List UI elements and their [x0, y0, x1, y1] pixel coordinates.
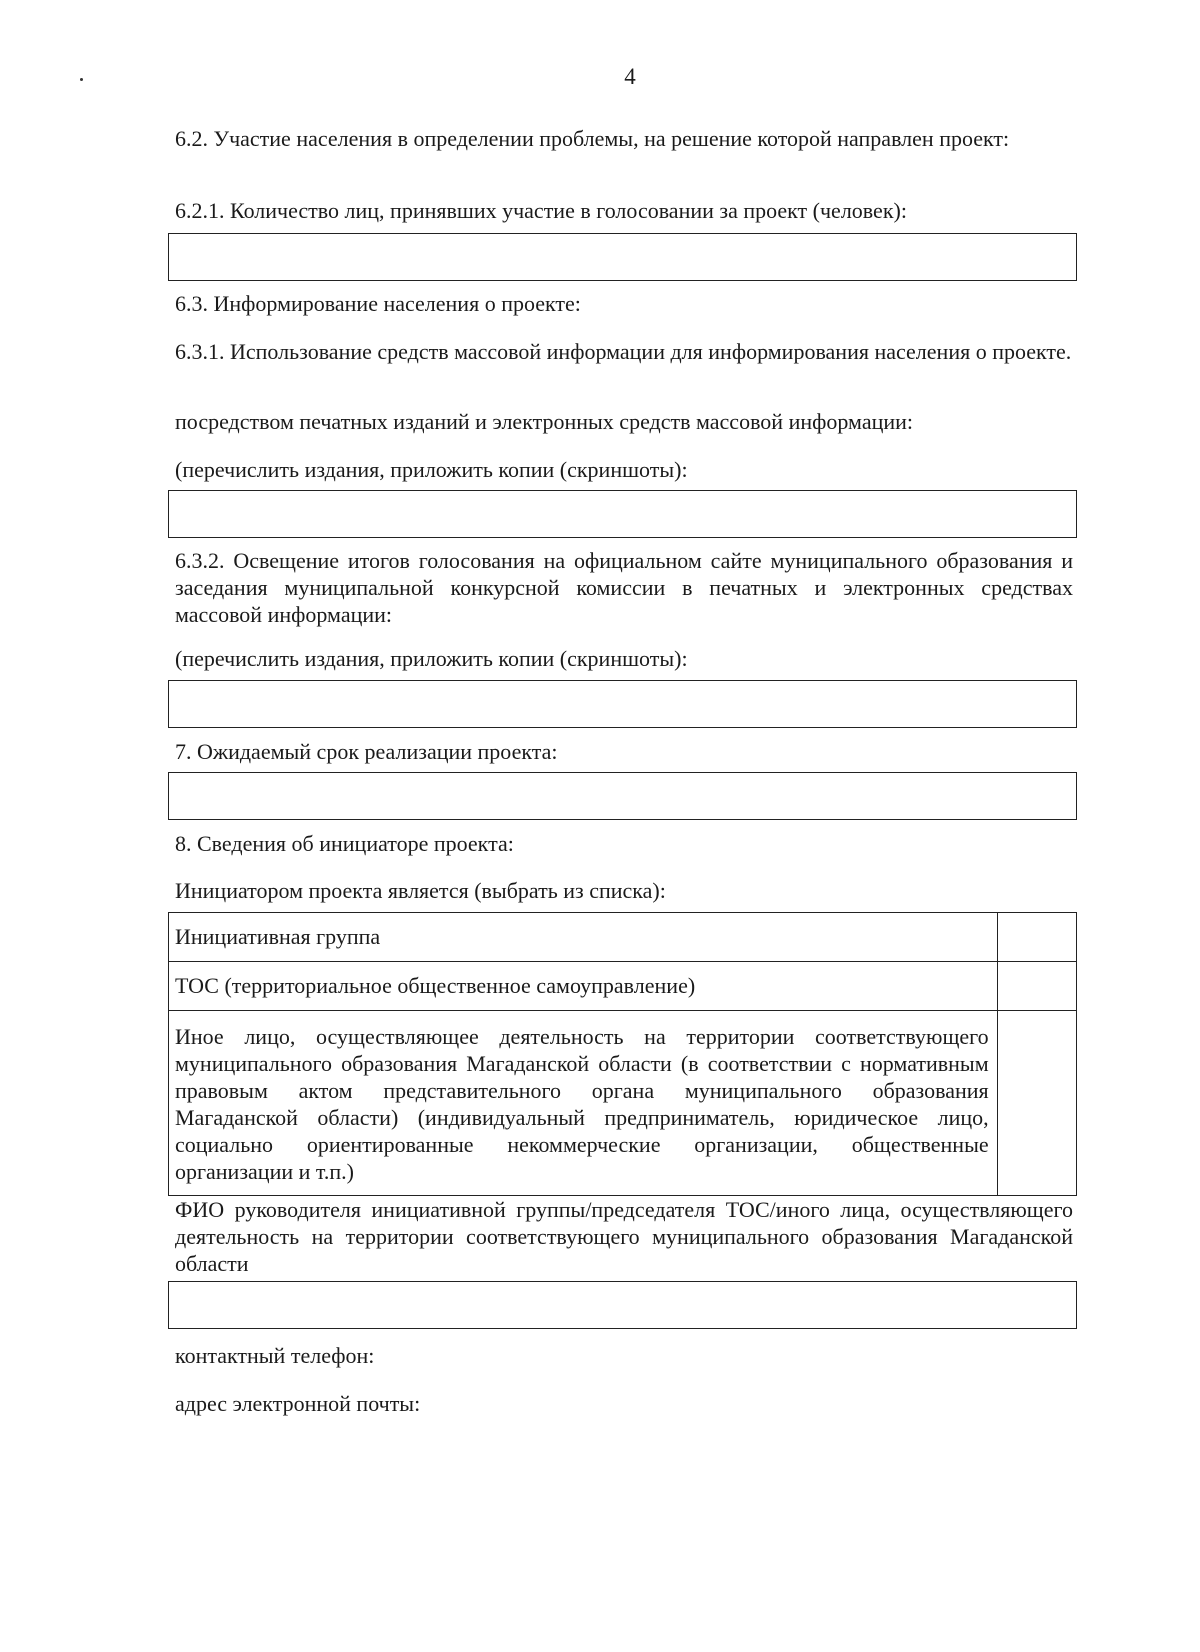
voters-count-field[interactable]: [168, 233, 1077, 281]
section-6-3-heading: 6.3. Информирование населения о проекте:: [175, 291, 581, 316]
leader-name-field[interactable]: [168, 1281, 1077, 1329]
page-number: 4: [624, 64, 636, 89]
section-8-heading: 8. Сведения об инициаторе проекта:: [175, 831, 514, 856]
contact-email-label: адрес электронной почты:: [175, 1391, 421, 1416]
media-list-field-2[interactable]: [168, 680, 1077, 728]
media-list-field-1[interactable]: [168, 490, 1077, 538]
media-list-instruction-2: (перечислить издания, приложить копии (скриншоты):: [175, 646, 688, 671]
initiator-option-checkbox[interactable]: [997, 962, 1076, 1011]
initiator-option-label: Инициативная группа: [169, 913, 998, 962]
initiator-option-label: Иное лицо, осуществляющее деятельность на территории соответствующего муниципального образования Магаданской области (в соответствии с нормативным правовым актом представительного органа муниципального образования Магаданской области) (индивидуальный предприниматель, юридическое лицо, социально ориентированные некоммерческие организации, общественные организации и т.п.): [169, 1011, 998, 1196]
initiator-option-row: [169, 962, 1077, 1011]
section-7-label: 7. Ожидаемый срок реализации проекта:: [175, 739, 558, 764]
media-list-instruction-1: (перечислить издания, приложить копии (скриншоты):: [175, 457, 688, 482]
leader-name-label: ФИО руководителя инициативной группы/председателя ТОС/иного лица, осуществляющего деятельность на территории соответствующего муниципального образования Магаданской области: [175, 1197, 1073, 1276]
section-6-2-heading: 6.2. Участие населения в определении проблемы, на решение которой направлен проект:: [175, 126, 1010, 151]
section-6-3-2-label: 6.3.2. Освещение итогов голосования на официальном сайте муниципального образования и заседания муниципальной конкурсной комиссии в печатных и электронных средствах массовой информации:: [175, 548, 1073, 627]
contact-phone-label: контактный телефон:: [175, 1343, 375, 1368]
implementation-term-field[interactable]: [168, 772, 1077, 820]
initiator-select-instruction: Инициатором проекта является (выбрать из списка):: [175, 878, 666, 903]
initiator-option-checkbox[interactable]: [997, 1011, 1076, 1196]
media-usage-label: посредством печатных изданий и электронных средств массовой информации:: [175, 409, 914, 434]
initiator-option-row: [169, 1011, 1077, 1196]
initiator-options-table: [168, 912, 1077, 1196]
initiator-option-row: [169, 913, 1077, 962]
section-6-3-1-label: 6.3.1. Использование средств массовой информации для информирования населения о проекте.: [175, 339, 1072, 364]
initiator-option-checkbox[interactable]: [997, 913, 1076, 962]
section-6-2-1-label: 6.2.1. Количество лиц, принявших участие в голосовании за проект (человек):: [175, 198, 907, 223]
initiator-option-label: ТОС (территориальное общественное самоуправление): [169, 962, 998, 1011]
